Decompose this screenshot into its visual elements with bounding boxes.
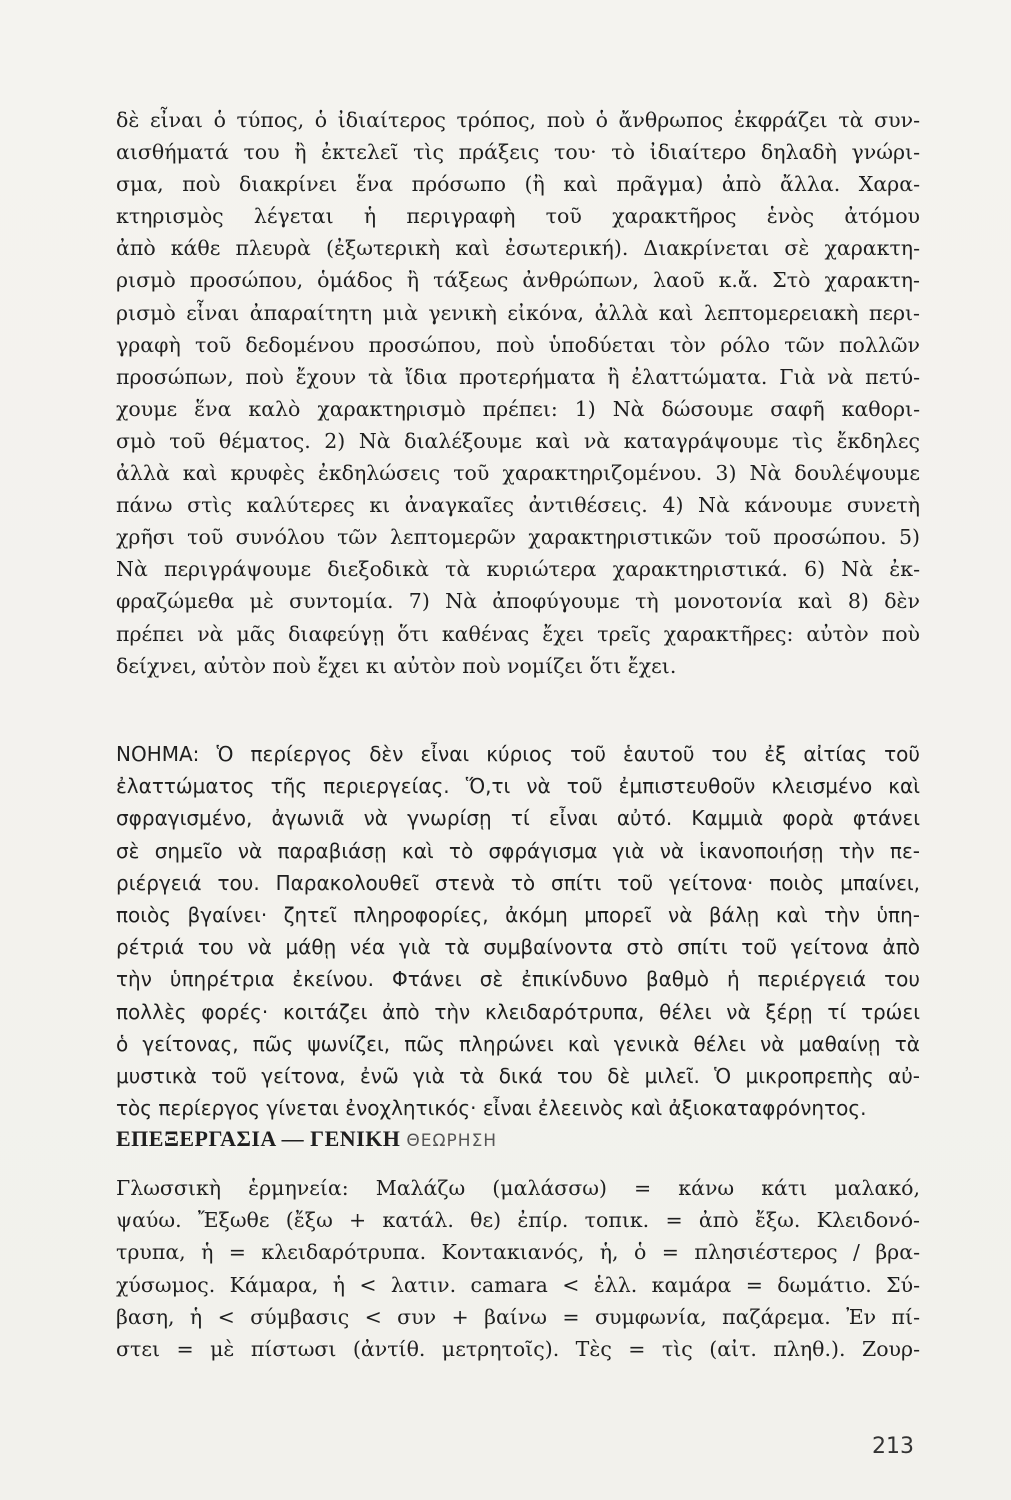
section-heading — [116, 1126, 920, 1152]
text-line: ἐλαττώματος τῆς περιεργείας. Ὅ,τι νὰ τοῦ ἐμπιστευθοῦν κλεισμένο καὶ — [116, 774, 920, 799]
text-line: ΝΟΗΜΑ: Ὁ περίεργος δὲν εἶναι κύριος τοῦ ἑαυτοῦ του ἐξ αἰτίας τοῦ — [116, 742, 920, 766]
text-line: πρέπει νὰ μᾶς διαφεύγῃ ὅτι καθένας ἔχει τρεῖς χαρακτῆρες: αὐτὸν ποὺ — [116, 621, 920, 646]
text-line: ρισμὸ εἶναι ἀπαραίτητη μιὰ γενικὴ εἰκόνα, ἀλλὰ καὶ λεπτομερειακὴ περι- — [116, 300, 920, 325]
text-line: ὁ γείτονας, πῶς ψωνίζει, πῶς πληρώνει καὶ γενικὰ θέλει νὰ μαθαίνῃ τὰ — [116, 1031, 920, 1056]
text-line: Νὰ περιγράψουμε διεξοδικὰ τὰ κυριώτερα χαρακτηριστικά. 6) Νὰ ἐκ- — [116, 557, 920, 582]
text-line: χύσωμος. Κάμαρα, ἡ < λατιν. camara < ἑλλ. καμάρα = δωμάτιο. Σύ- — [116, 1272, 920, 1297]
text-line: χουμε ἕνα καλὸ χαρακτηρισμὸ πρέπει: 1) Νὰ δώσουμε σαφῆ καθορι- — [116, 396, 920, 421]
text-line: ἀλλὰ καὶ κρυφὲς ἐκδηλώσεις τοῦ χαρακτηριζομένου. 3) Νὰ δουλέψουμε — [116, 461, 920, 486]
text-line: δείχνει, αὐτὸν ποὺ ἔχει κι αὐτὸν ποὺ νομίζει ὅτι ἔχει. — [116, 653, 677, 678]
paragraph-definition — [116, 104, 920, 682]
text-line: ριέργειά του. Παρακολουθεῖ στενὰ τὸ σπίτι τοῦ γείτονα· ποιὸς μπαίνει, — [116, 870, 920, 895]
text-line: φραζώμεθα μὲ συντομία. 7) Νὰ ἀποφύγουμε τὴ μονοτονία καὶ 8) δὲν — [116, 589, 920, 614]
text-line: ποιὸς βγαίνει· ζητεῖ πληροφορίες, ἀκόμη μπορεῖ νὰ βάλῃ καὶ τὴν ὑπη- — [116, 903, 920, 928]
text-line: πάνω στὶς καλύτερες κι ἀναγκαῖες ἀντιθέσεις. 4) Νὰ κάνουμε συνετὴ — [116, 493, 920, 518]
text-line: τὴν ὑπηρέτρια ἐκείνου. Φτάνει σὲ ἐπικίνδυνο βαθμὸ ἡ περιέργειά του — [116, 967, 920, 992]
paragraph-noima — [116, 738, 920, 1124]
text-line: δὲ εἶναι ὁ τύπος, ὁ ἰδιαίτερος τρόπος, ποὺ ὁ ἄνθρωπος ἐκφράζει τὰ συν- — [116, 108, 920, 132]
text-line: τρυπα, ἡ = κλειδαρότρυπα. Κοντακιανός, ἡ, ὁ = πλησιέστερος / βρα- — [116, 1240, 920, 1265]
text-line: βαση, ἡ < σύμβασις < συν + βαίνω = συμφωνία, παζάρεμα. Ἐν πί- — [116, 1304, 920, 1329]
text-line: σὲ σημεῖο νὰ παραβιάσῃ καὶ τὸ σφράγισμα γιὰ νὰ ἱκανοποιήσῃ τὴν πε- — [116, 838, 920, 863]
text-line: Γλωσσικὴ ἑρμηνεία: Μαλάζω (μαλάσσω) = κάνω κάτι μαλακό, — [116, 1176, 920, 1200]
page-number: 213 — [872, 1434, 914, 1459]
text-line: σμα, ποὺ διακρίνει ἕνα πρόσωπο (ἢ καὶ πρᾶγμα) ἀπὸ ἄλλα. Χαρα- — [116, 172, 920, 197]
text-line: αισθήματά του ἢ ἐκτελεῖ τὶς πράξεις του· τὸ ἰδιαίτερο δηλαδὴ γνώρι- — [116, 140, 920, 165]
text-line: ρισμὸ προσώπου, ὁμάδος ἢ τάξεως ἀνθρώπων, λαοῦ κ.ἄ. Στὸ χαρακτη- — [116, 268, 920, 293]
text-line: προσώπων, ποὺ ἔχουν τὰ ἴδια προτερήματα ἢ ἐλαττώματα. Γιὰ νὰ πετύ- — [116, 364, 920, 389]
text-line: ψαύω. Ἔξωθε (ἔξω + κατάλ. θε) ἐπίρ. τοπικ. = ἀπὸ ἔξω. Κλειδονό- — [116, 1208, 920, 1233]
paragraph-glossary — [116, 1172, 920, 1365]
text-line: γραφὴ τοῦ δεδομένου προσώπου, ποὺ ὑποδύεται τὸν ρόλο τῶν πολλῶν — [116, 332, 920, 357]
text-line: μυστικὰ τοῦ γείτονα, ἐνῶ γιὰ τὰ δικά του δὲ μιλεῖ. Ὁ μικροπρεπὴς αὐ- — [116, 1064, 920, 1089]
text-line: χρῆσι τοῦ συνόλου τῶν λεπτομερῶν χαρακτηριστικῶν τοῦ προσώπου. 5) — [116, 525, 920, 550]
heading-light: ΘΕΩΡΗΣΗ — [406, 1131, 498, 1151]
text-line: στει = μὲ πίστωσι (ἀντίθ. μετρητοῖς). Τὲς = τὶς (αἰτ. πληθ.). Ζουρ- — [116, 1337, 920, 1362]
text-line: ρέτριά του νὰ μάθῃ νέα γιὰ τὰ συμβαίνοντα στὸ σπίτι τοῦ γείτονα ἀπὸ — [116, 935, 920, 960]
text-line: σφραγισμένο, ἀγωνιᾶ νὰ γνωρίσῃ τί εἶναι αὐτό. Καμμιὰ φορὰ φτάνει — [116, 806, 920, 831]
text-line: πολλὲς φορές· κοιτάζει ἀπὸ τὴν κλειδαρότρυπα, θέλει νὰ ξέρῃ τί τρώει — [116, 999, 920, 1024]
heading-bold: ΕΠΕΞΕΡΓΑΣΙΑ — ΓΕΝΙΚΗ — [116, 1126, 401, 1151]
text-line: ἀπὸ κάθε πλευρὰ (ἐξωτερικὴ καὶ ἐσωτερική). Διακρίνεται σὲ χαρακτη- — [116, 236, 920, 261]
text-line: σμὸ τοῦ θέματος. 2) Νὰ διαλέξουμε καὶ νὰ καταγράψουμε τὶς ἔκδηλες — [116, 428, 920, 453]
text-line: τὸς περίεργος γίνεται ἐνοχλητικός· εἶναι ἐλεεινὸς καὶ ἀξιοκαταφρόνητος. — [116, 1096, 867, 1121]
text-line: κτηρισμὸς λέγεται ἡ περιγραφὴ τοῦ χαρακτῆρος ἑνὸς ἀτόμου — [116, 204, 920, 229]
